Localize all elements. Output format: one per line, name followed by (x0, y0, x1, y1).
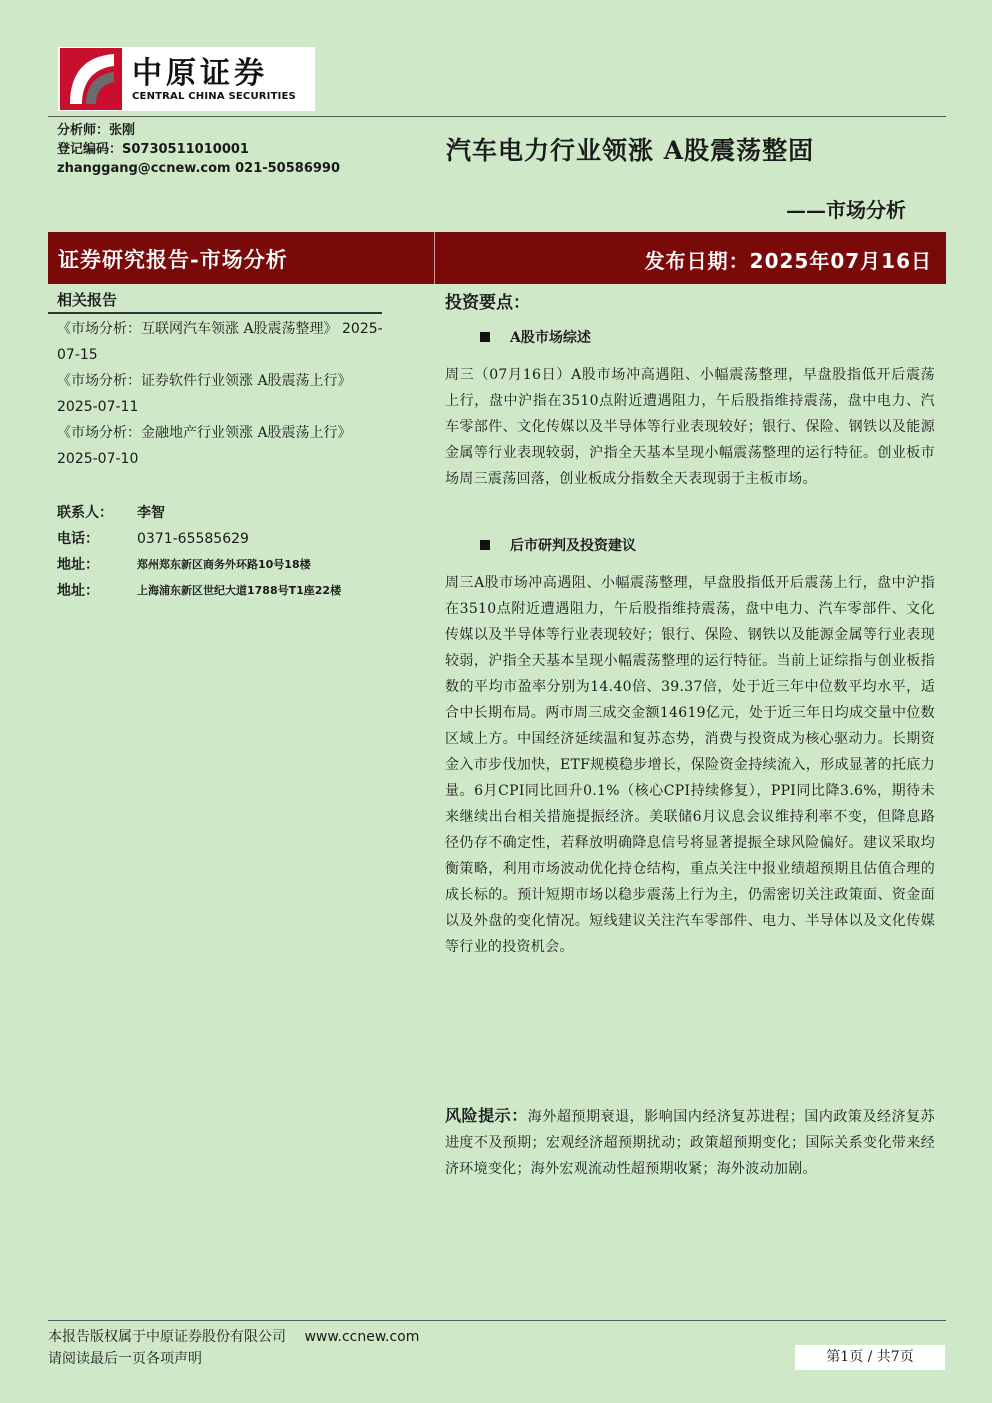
bullet-square-icon (480, 540, 490, 550)
risk-warning (445, 1103, 935, 1182)
outlook-text: 周三A股市场冲高遇阻、小幅震荡整理，早盘股指低开后震荡上行，盘中沪指在3510点附近遭遇阻力，午后股指维持震荡，盘中电力、汽车零部件、文化传媒以及半导体等行业表现较好；银行、保险、钢铁以及能源金属等行业表现较弱，沪指全天基本呈现小幅震荡整理的运行特征。当前上证综指与创业板指数的平均市盈率分别为14.40倍、39.37倍，处于近三年中位数平均水平，适合中长期布局。两市周三成交金额14619亿元，处于近三年日均成交量中位数区域上方。中国经济延续温和复苏态势，消费与投资成为核心驱动力。长期资金入市步伐加快，ETF规模稳步增长，保险资金持续流入，形成显著的托底力量。6月CPI同比回升0.1%（核心CPI持续修复），PPI同比降3.6%，期待未来继续出台相关措施提振经济。美联储6月议息会议维持利率不变，但降息路径仍存不确定性，若释放明确降息信号将显著提振全球风险偏好。建议采取均衡策略，利用市场波动优化持仓结构，重点关注中报业绩超预期且估值合理的成长标的。预计短期市场以稳步震荡上行为主，仍需密切关注政策面、资金面以及外盘的变化情况。短线建议关注汽车零部件、电力、半导体以及文化传媒等行业的投资机会。 (445, 575, 935, 955)
related-report-title: 《市场分析：金融地产行业领涨 A股震荡上行》 (57, 425, 352, 441)
banner-divider (434, 232, 435, 284)
footer-copyright: 本报告版权属于中原证券股份有限公司 (48, 1329, 286, 1345)
section-title: A股市场综述 (510, 330, 591, 346)
page-indicator: 第1页 / 共7页 (795, 1345, 945, 1370)
contact-address-zhengzhou: 郑州郑东新区商务外环路10号18楼 (137, 558, 311, 571)
related-report-item[interactable] (57, 420, 387, 472)
contact-person-label: 联系人： (57, 505, 113, 521)
related-report-date: 2025-07-11 (57, 399, 139, 415)
related-reports-heading: 相关报告 (57, 291, 118, 309)
logo-mark-icon (60, 48, 122, 110)
footer-website-link[interactable]: www.ccnew.com (304, 1329, 420, 1345)
related-report-item[interactable] (57, 316, 387, 368)
analyst-contact: zhanggang@ccnew.com 021-50586990 (57, 161, 340, 176)
section-outlook-heading (480, 535, 636, 555)
section-title: 后市研判及投资建议 (510, 538, 636, 554)
related-reports-list (57, 316, 387, 472)
bullet-square-icon (480, 332, 490, 342)
report-type: 证券研究报告-市场分析 (58, 247, 288, 272)
analyst-name: 分析师：张刚 (57, 123, 136, 138)
logo-english-name: CENTRAL CHINA SECURITIES (132, 90, 296, 102)
contact-info (57, 500, 341, 604)
contact-phone-label: 电话： (57, 531, 99, 547)
header-divider (48, 116, 946, 117)
section-market-review-heading (480, 327, 591, 347)
analyst-registration: 登记编码：S0730511010001 (57, 142, 249, 157)
related-report-date: 2025-07-10 (57, 451, 139, 467)
report-title: 汽车电力行业领涨 A股震荡整固 (446, 136, 815, 165)
footer-disclaimer: 请阅读最后一页各项声明 (48, 1351, 202, 1367)
contact-person: 李智 (137, 505, 165, 521)
related-report-title: 《市场分析：证券软件行业领涨 A股震荡上行》 (57, 373, 352, 389)
analyst-info (57, 121, 340, 178)
contact-address-label: 地址： (57, 583, 99, 599)
contact-address-label: 地址： (57, 557, 99, 573)
footer-divider (48, 1320, 946, 1321)
contact-address-shanghai: 上海浦东新区世纪大道1788号T1座22楼 (137, 584, 342, 597)
report-banner (48, 232, 946, 284)
related-report-item[interactable] (57, 368, 387, 420)
investment-highlights-heading: 投资要点： (445, 293, 530, 313)
logo-chinese-name: 中原证券 (132, 55, 268, 91)
related-report-date: 2025-07-15 (57, 321, 383, 363)
report-subtitle: ——市场分析 (786, 198, 906, 222)
footer-copyright-line (48, 1326, 419, 1346)
publish-date: 发布日期：2025年07月16日 (644, 249, 932, 273)
market-review-text: 周三（07月16日）A股市场冲高遇阻、小幅震荡整理，早盘股指低开后震荡上行，盘中沪指在3510点附近遭遇阻力，午后股指维持震荡，盘中电力、汽车零部件、文化传媒以及半导体等行业表现较好；银行、保险、钢铁以及能源金属等行业表现较弱，沪指全天基本呈现小幅震荡整理的运行特征。创业板市场周三震荡回落，创业板成分指数全天表现弱于主板市场。 (445, 367, 935, 487)
risk-warning-label: 风险提示： (445, 1106, 528, 1125)
related-report-title: 《市场分析：互联网汽车领涨 A股震荡整理》 (57, 321, 338, 337)
company-logo (58, 47, 315, 111)
risk-warning-text: 海外超预期衰退，影响国内经济复苏进程；国内政策及经济复苏进度不及预期；宏观经济超预期扰动；政策超预期变化；国际关系变化带来经济环境变化；海外宏观流动性超预期收紧；海外波动加剧。 (445, 1109, 935, 1177)
contact-phone: 0371-65585629 (137, 531, 249, 547)
related-reports-divider (48, 312, 382, 314)
